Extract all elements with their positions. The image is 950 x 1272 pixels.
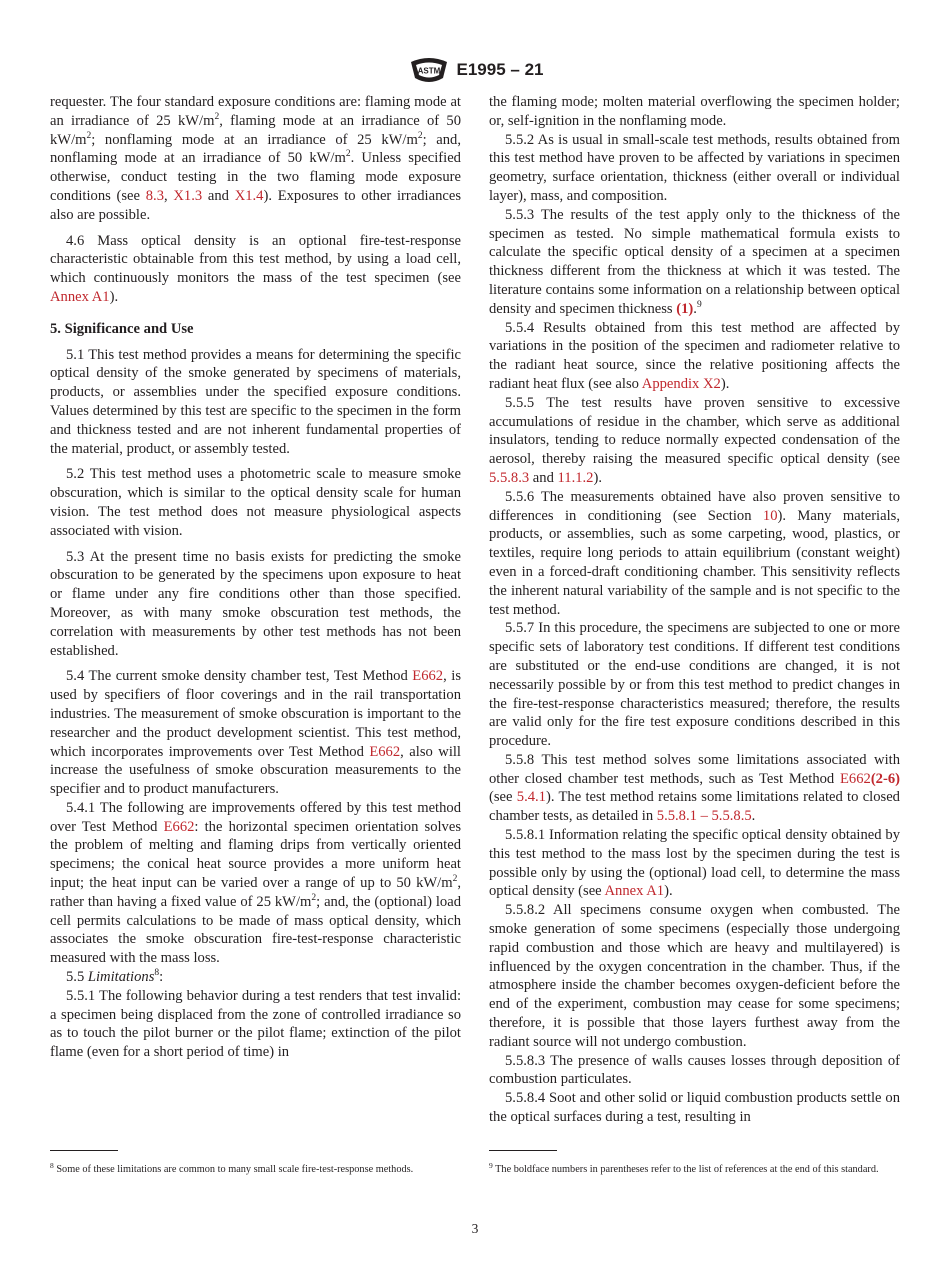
paragraph-5-5-7: 5.5.7 In this procedure, the specimens are subjected to one or more specific sets of laboratory test conditions. If different test conditions are substituted or the end-use conditions are changed, it is not necessarily possible by or from this test method to predict changes in the fire-test-response characteristics measured; therefore, the results are valid only for the fire test exposure conditions described in this procedure. <box>489 620 900 750</box>
paragraph-5-4-1: 5.4.1 The following are improvements offered by this test method over Test Method E662: the horizontal specimen orientation solves the problem of melting and flaming drips from vertically oriented specimens; the conical heat source provides a more uniform heat input; the heat input can be varied over a range of up to 50 $kW/m^2$, rather than having a fixed value of 25 $kW/m^2$; and, the (optional) load cell permits calculations to be made of mass optical density, which associates the smoke obscuration fire-test-response characteristic measured with the mass loss. <box>50 799 462 967</box>
footnote-divider <box>50 1150 118 1151</box>
paragraph-4-5-continued: requester. The four standard exposure conditions are: flaming mode at an irradiance of 25 $kW/m^2$, flaming mode at an irradiance of 50 $kW/m^2$; nonflaming mode at an irradiance of 25 $kW/m^2$; and, nonflaming mode at an irradiance of 50 $kW/m^2$. Unless specified otherwise, conduct testing in the two flaming mode exposure conditions (see 8.3, X1.3 and X1.4). Exposures to other irradiances also are possible. <box>50 94 462 223</box>
paragraph-5-4: 5.4 The current smoke density chamber test, Test Method E662, is used by specifiers of floor coverings and in the rail transportation industries. The measurement of smoke obscuration is important to the researcher and the product development scientist. This test method, which incorporates improvements over Test Method E662, also will increase the usefulness of smoke obscuration measurements to the specifier and to product manufacturers. <box>50 668 462 798</box>
paragraph-5-1: 5.1 This test method provides a means for determining the specific optical density of the smoke generated by specimens of materials, products, or assemblies under the specified exposure conditions. Values determined by this test are specific to the specimen in the form and thickness tested and are not inherent fundamental properties of the material, product, or assembly tested. <box>50 346 461 457</box>
paragraph-5-5-8-3: 5.5.8.3 The presence of walls causes losses through deposition of combustion particulates. <box>489 1052 900 1088</box>
link-8-3[interactable]: 8.3 <box>145 187 164 204</box>
reference-link-2-6[interactable]: (2-6) <box>870 770 900 787</box>
page-header <box>0 55 950 85</box>
paragraph-5-5: 5.5 Limitations$^8$: <box>66 968 164 986</box>
link-x1-4[interactable]: X1.4 <box>234 187 264 204</box>
link-5-4-1[interactable]: 5.4.1 <box>516 789 546 806</box>
svg-text:ASTM: ASTM <box>417 66 440 76</box>
paragraph-5-5-3: 5.5.3 The results of the test apply only to the thickness of the specimen as tested. No simple mathematical formula exists to calculate the specific optical density of a specimen at a specimen thickness different from the thickness at which it was tested. The literature contains some information on a relationship between optical density and specimen thickness (1).$^9$ <box>489 206 900 317</box>
link-x1-3[interactable]: X1.3 <box>173 187 203 204</box>
section-5-heading: 5. Significance and Use <box>50 320 194 337</box>
footnote-divider <box>489 1150 557 1151</box>
link-5-5-8-3[interactable]: 5.5.8.3 <box>489 469 530 486</box>
reference-link-1[interactable]: (1) <box>676 300 694 317</box>
footnote-ref-9: 9 <box>696 299 702 310</box>
footnote-9: $^9$ The boldface numbers in parentheses refer to the list of references at the end of this standard. <box>489 1161 879 1175</box>
link-11-1-2[interactable]: 11.1.2 <box>557 469 594 486</box>
page-number: 3 <box>471 1221 479 1236</box>
right-column <box>489 93 900 1127</box>
paragraph-5-5-4: 5.5.4 Results obtained from this test method are affected by variations in the position of the specimen and radiometer relative to the radiant heat source, since the relative positioning affects the radiant heat flux (see also Appendix X2). <box>489 319 900 392</box>
link-5-5-8-1-to-5-5-8-5[interactable]: 5.5.8.1 – 5.5.8.5 <box>656 808 752 825</box>
link-annex-a1[interactable]: Annex A1 <box>604 883 665 900</box>
paragraph-5-5-2: 5.5.2 As is usual in small-scale test methods, results obtained from this test method have proven to be affected by variations in specimen geometry, surface orientation, thickness (either overall or individual layer), mass, and composition. <box>489 131 900 204</box>
left-column <box>50 93 461 1062</box>
link-e662[interactable]: E662 <box>412 668 444 685</box>
link-e662[interactable]: E662 <box>163 818 195 835</box>
paragraph-5-5-1-continued: the flaming mode; molten material overflowing the specimen holder; or, self-ignition in the nonflaming mode. <box>489 94 900 129</box>
paragraph-5-5-8-4: 5.5.8.4 Soot and other solid or liquid combustion products settle on the optical surfaces during a test, resulting in <box>489 1090 900 1126</box>
link-section-10[interactable]: 10 <box>762 507 778 524</box>
footnote-8: $^8$ Some of these limitations are common to many small scale fire-test-response methods. <box>50 1161 414 1175</box>
link-appendix-x2[interactable]: Appendix X2 <box>641 375 721 392</box>
paragraph-4-6: 4.6 Mass optical density is an optional fire-test-response characteristic obtainable from this test method, by using a load cell, which continuously monitors the mass of the test specimen (see Annex A1). <box>50 232 461 305</box>
paragraph-5-5-8-1: 5.5.8.1 Information relating the specific optical density obtained by this test method to the mass lost by the specimen during the test is possible only by using the (optional) load cell, to determine the mass optical density (see Annex A1). <box>489 827 900 900</box>
paragraph-5-5-6: 5.5.6 The measurements obtained have also proven sensitive to differences in conditioning (see Section 10). Many materials, products, or assemblies, such as some carpeting, wood, plastics, or textiles, require long periods to attain equilibrium (constant weight) even in a forced-draft conditioning chamber. This sensitivity reflects the inherent natural variability of the sample and is not specific to the test method. <box>489 488 900 618</box>
link-e662[interactable]: E662 <box>369 743 401 760</box>
paragraph-5-5-8-2: 5.5.8.2 All specimens consume oxygen when combusted. The smoke generation of some specimens (especially those undergoing rapid combustion and those which are heavy and multilayered) is influenced by the oxygen concentration in the chamber. Thus, if the atmosphere inside the chamber becomes oxygen-deficient before the end of the experiment, combustion may cease for some specimens; therefore, it is possible that those layers furthest away from the radiant source will not undergo combustion. <box>489 902 900 1050</box>
paragraph-5-2: 5.2 This test method uses a photometric scale to measure smoke obscuration, which is similar to the optical density scale for human vision. The test method does not measure physiological aspects associated with vision. <box>50 466 461 539</box>
astm-logo-icon <box>407 56 451 84</box>
footnote-ref-8: 8 <box>154 968 160 979</box>
link-annex-a1[interactable]: Annex A1 <box>50 288 110 305</box>
paragraph-5-5-5: 5.5.5 The test results have proven sensitive to excessive accumulations of residue in the chamber, which serve as additional insulators, tending to reduce normally expected condensation of the aerosol, thereby raising the measured specific optical density (see 5.5.8.3 and 11.1.2). <box>489 394 900 486</box>
link-e662[interactable]: E662 <box>840 770 871 787</box>
paragraph-5-3: 5.3 At the present time no basis exists for predicting the smoke obscuration to be generated by the specimens upon exposure to heat or flame under any fire conditions other than those specified. Moreover, as with many smoke obscuration test methods, the correlation with measurements by other test methods has not been established. <box>50 548 461 659</box>
paragraph-5-5-8: 5.5.8 This test method solves some limitations associated with other closed chamber test methods, such as Test Method E662(2-6) (see 5.4.1). The test method retains some limitations related to closed chamber tests, as detailed in 5.5.8.1 – 5.5.8.5. <box>489 751 900 825</box>
paragraph-5-5-1: 5.5.1 The following behavior during a test renders that test invalid: a specimen being displaced from the zone of controlled irradiance so as to touch the pilot burner or the pilot flame; extinction of the pilot flame (even for a short period of time) in <box>50 987 461 1061</box>
document-designation: E1995 – 21 <box>456 60 544 79</box>
